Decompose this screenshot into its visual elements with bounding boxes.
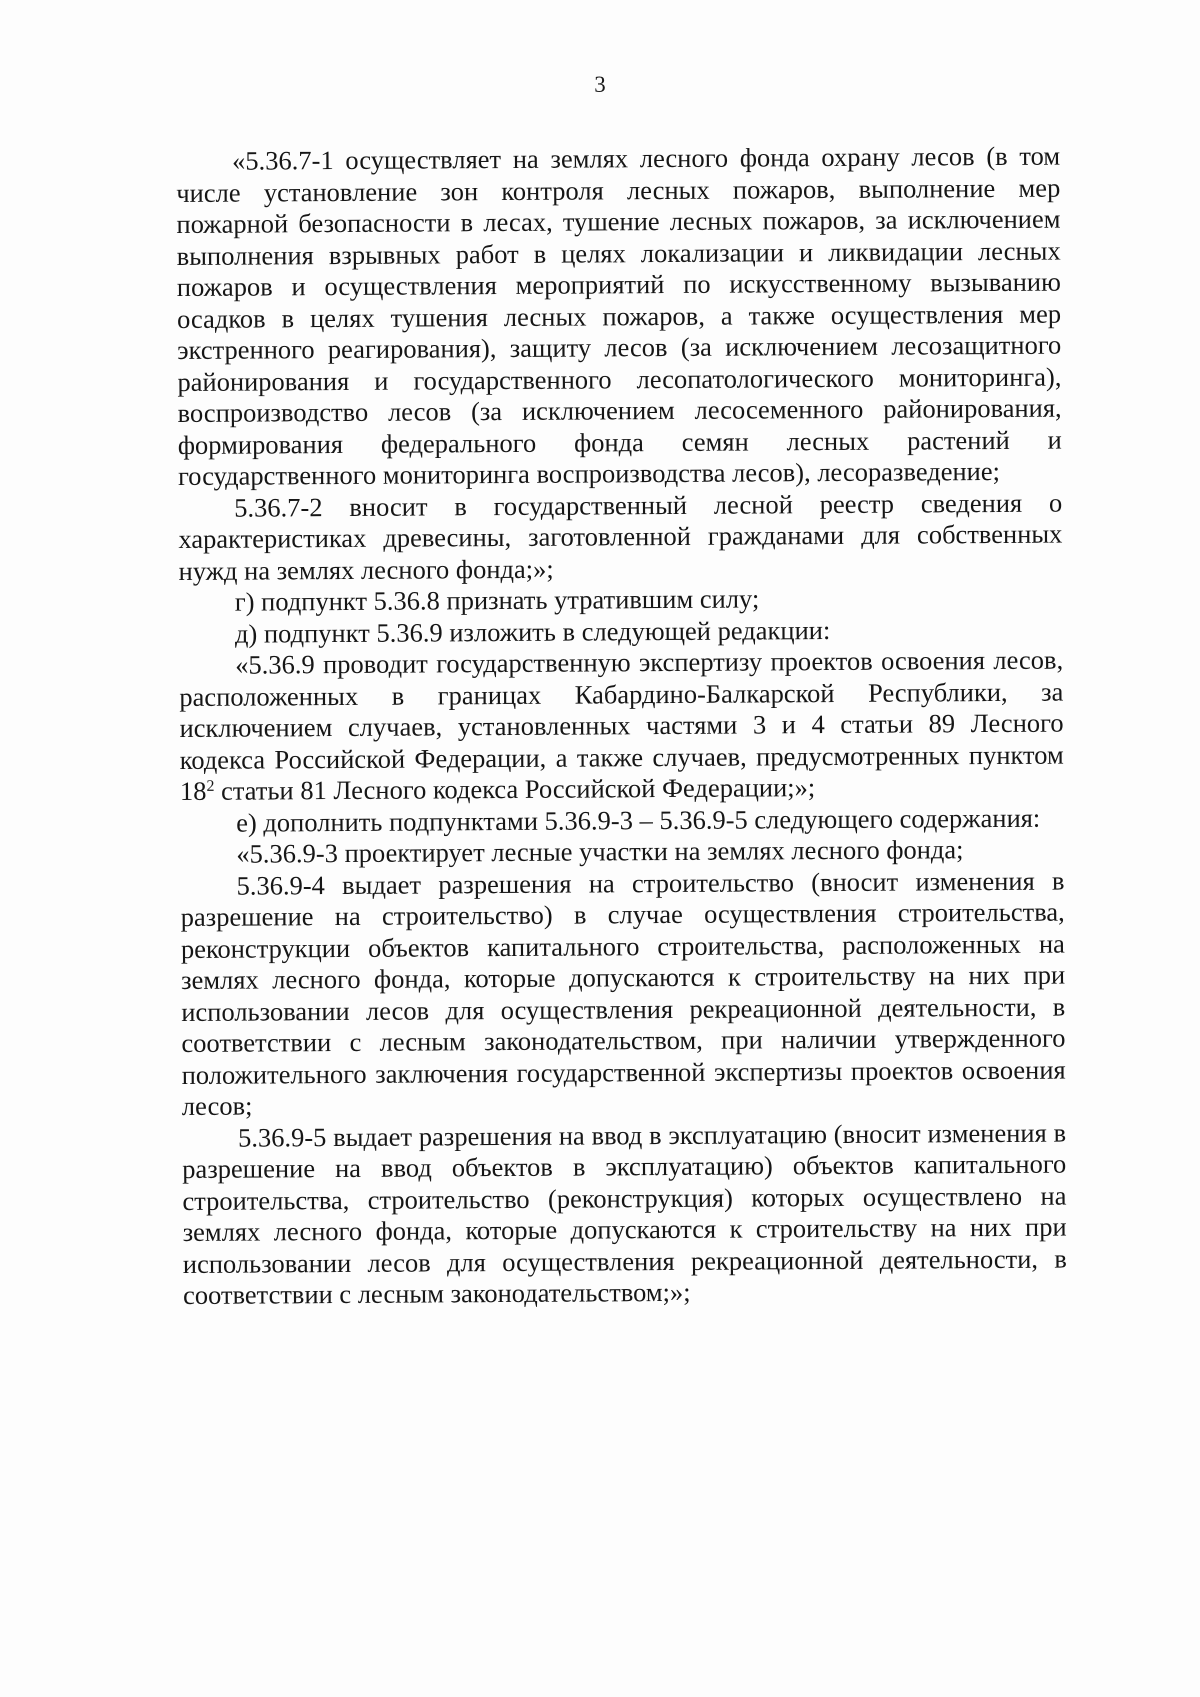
page-number: 3 — [594, 72, 606, 97]
paragraph-item-e: е) дополнить подпунктами 5.36.9-3 – 5.36.9-5 следующего содержания: — [236, 802, 1041, 838]
paragraph-5-36-7-1: «5.36.7-1 осуществляет на землях лесного фонда охрану лесов (в том числе установление зон контроля лесных пожаров, выполнение мер пожарной безопасности в лесах, тушение лесных пожаров, за исключением выполнения взрывных работ в целях локализации и ликвидации лесных пожаров и осуществления мероприятий по искусственному вызыванию осадков в целях тушения лесных пожаров, а также осуществления мер экстренного реагирования), защиту лесов (за исключением лесозащитного районирования и государственного лесопатологического мониторинга), воспроизводство лесов (за исключением лесосеменного районирования, формирования федерального фонда семян лесных растений и государственного мониторинга воспроизводства лесов), лесоразведение; — [176, 140, 1062, 491]
paragraph-5-36-9-3: «5.36.9-3 проектирует лесные участки на землях лесного фонда; — [236, 834, 964, 869]
paragraph-5-36-7-2: 5.36.7-2 вносит в государственный лесной реестр сведения о характеристиках древесины, заготовленной гражданами для собственных нужд на землях лесного фонда;»; — [178, 487, 1063, 586]
document-body — [176, 141, 1067, 1312]
paragraph-5-36-9-4: 5.36.9-4 выдает разрешения на строительство (вносит изменения в разрешение на строительство) в случае осуществления строительства, реконструкции объектов капитального строительства, расположенных на землях лесного фонда, которые допускаются к строительству на них при использовании лесов для осуществления рекреационной деятельности, в соответствии с лесным законодательством, при наличии утвержденного положительного заключения государственной экспертизы проектов освоения лесов; — [180, 865, 1066, 1121]
paragraph-5-36-9 — [179, 645, 1064, 808]
paragraph-5-36-9-text-before: «5.36.9 проводит государственную экспертизу проектов освоения лесов, расположенных в границах Кабардино-Балкарской Республики, за исключением случаев, установленных частями 3 и 4 статьи 89 Лесного кодекса Российской Федерации, а также случаев, предусмотренных пунктом 18 — [179, 644, 1064, 806]
superscript-footnote: 2 — [206, 777, 215, 795]
paragraph-item-d: д) подпункт 5.36.9 изложить в следующей редакции: — [234, 614, 831, 649]
paragraph-5-36-9-text-after: статьи 81 Лесного кодекса Российской Федерации;»; — [214, 772, 816, 806]
paragraph-item-g: г) подпункт 5.36.8 признать утратившим силу; — [234, 583, 760, 617]
paragraph-5-36-9-5: 5.36.9-5 выдает разрешения на ввод в эксплуатацию (вносит изменения в разрешение на ввод объектов в эксплуатацию) объектов капитального строительства, строительство (реконструкция) которых осуществлено на землях лесного фонда, которые допускаются к строительству на них при использовании лесов для осуществления рекреационной деятельности, в соответствии с лесным законодательством;»; — [182, 1117, 1067, 1310]
